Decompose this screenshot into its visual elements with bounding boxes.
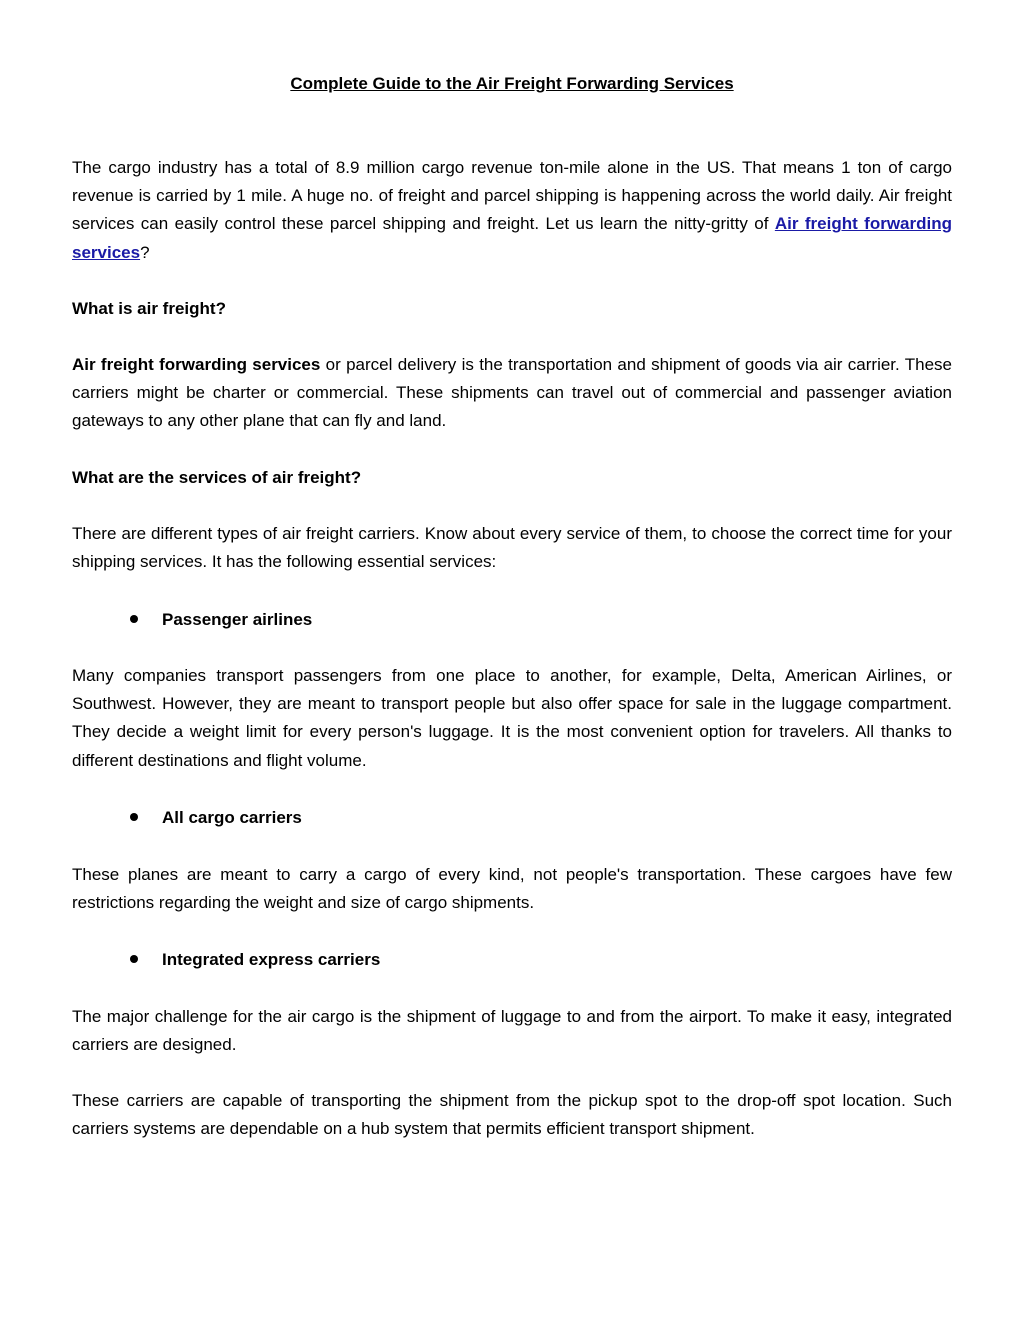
integrated-carriers-paragraph-2: These carriers are capable of transporting the shipment from the pickup spot to the drop-off spot location. Such carriers systems are dependable on a hub system that permits efficient transport shipment. xyxy=(72,1091,952,1139)
section-heading-what-is-air-freight: What is air freight? xyxy=(72,299,226,318)
section1-bold-lead: Air freight forwarding services xyxy=(72,355,321,374)
section2-paragraph: There are different types of air freight carriers. Know about every service of them, to choose the correct time for your shipping services. It has the following essential services: xyxy=(72,524,952,572)
section1-paragraph xyxy=(72,351,952,436)
integrated-carriers-paragraph-1: The major challenge for the air cargo is the shipment of luggage to and from the airport. To make it easy, integrated carriers are designed. xyxy=(72,1007,952,1055)
bullet-label: Passenger airlines xyxy=(162,610,313,629)
bullet-dot-icon xyxy=(130,615,138,623)
air-freight-forwarding-services-link[interactable]: Air freight forwarding services xyxy=(72,214,952,262)
all-cargo-carriers-paragraph: These planes are meant to carry a cargo of every kind, not people's transportation. These cargoes have few restrictions regarding the weight and size of cargo shipments. xyxy=(72,865,952,913)
bullet-dot-icon xyxy=(130,955,138,963)
document-title: Complete Guide to the Air Freight Forwarding Services xyxy=(290,74,734,93)
passenger-airlines-paragraph: Many companies transport passengers from one place to another, for example, Delta, American Airlines, or Southwest. However, they are meant to transport people but also offer space for sale in the luggage compartment. They decide a weight limit for every person's luggage. It is the most convenient option for travelers. All thanks to different destinations and flight volume. xyxy=(72,666,952,770)
section1-text: or parcel delivery is the transportation and shipment of goods via air carrier. These carriers might be charter or commercial. These shipments can travel out of commercial and passenger aviation gateways to any other plane that can fly and land. xyxy=(72,355,952,431)
intro-suffix: ? xyxy=(140,242,150,262)
bullet-label: All cargo carriers xyxy=(162,808,302,827)
bullet-dot-icon xyxy=(130,813,138,821)
bullet-label: Integrated express carriers xyxy=(162,950,381,969)
intro-text: The cargo industry has a total of 8.9 million cargo revenue ton-mile alone in the US. That means 1 ton of cargo revenue is carried by 1 mile. A huge no. of freight and parcel shipping is happening across the world daily. Air freight services can easily control these parcel shipping and freight. Let us learn the nitty-gritty of xyxy=(72,158,952,234)
intro-paragraph xyxy=(72,154,952,267)
section-heading-services-of-air-freight: What are the services of air freight? xyxy=(72,468,362,487)
